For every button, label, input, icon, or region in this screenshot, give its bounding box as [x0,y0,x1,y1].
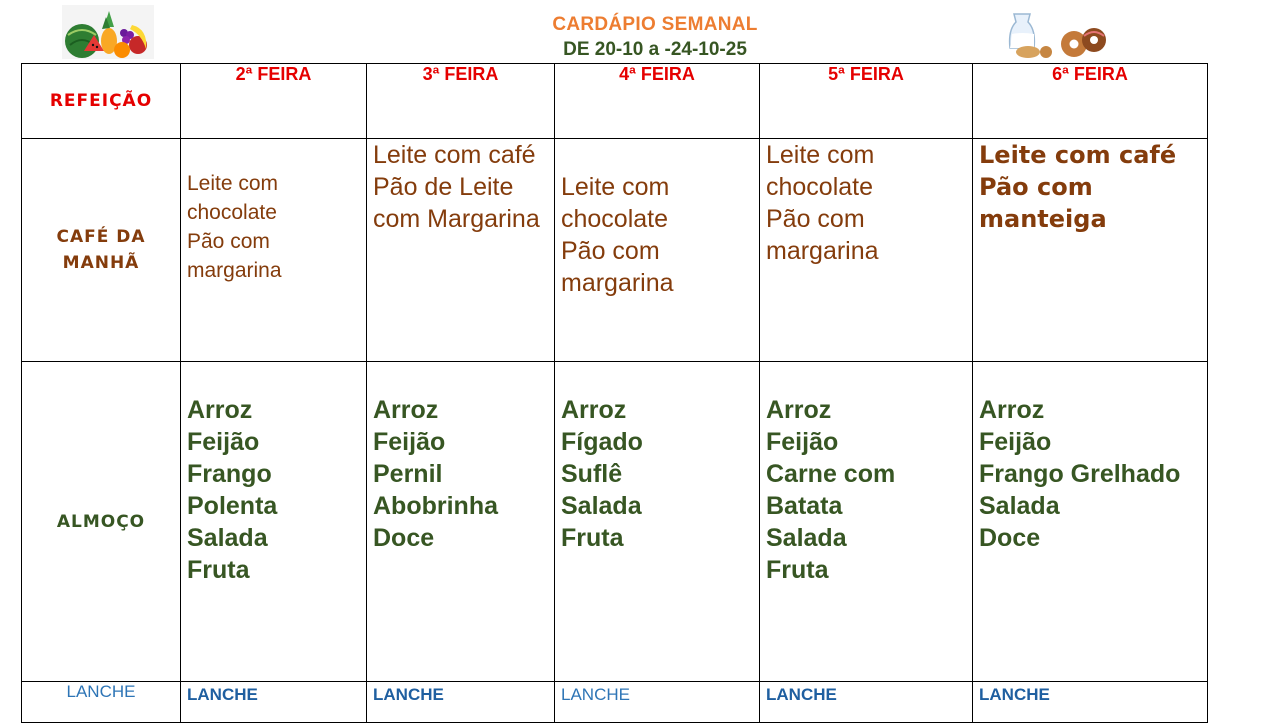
breakfast-cell-day-4 [555,139,760,362]
snack-text-day-2: LANCHE [187,685,258,704]
breakfast-text-day-2: Leite com chocolate Pão com margarina [187,172,282,282]
breakfast-text-day-6: Leite com café Pão com manteiga [979,141,1177,233]
breakfast-row [22,139,1208,362]
snack-cell-day-2 [181,682,367,723]
breakfast-text-day-4: Leite com chocolate Pão com margarina [561,173,674,297]
snack-text-day-4: LANCHE [561,685,630,704]
header-day-5: 5ª FEIRA [760,64,973,139]
snack-text-day-5: LANCHE [766,685,837,704]
lunch-text-day-2: Arroz Feijão Frango Polenta Salada Fruta [187,396,278,584]
snack-row [22,682,1208,723]
header-day-6: 6ª FEIRA [973,64,1208,139]
breakfast-cell-day-6 [973,139,1208,362]
page-title: CARDÁPIO SEMANAL [552,14,758,35]
snack-text-day-6: LANCHE [979,685,1050,704]
snack-cell-day-6 [973,682,1208,723]
lunch-cell-day-2 [181,362,367,682]
snack-cell-day-5 [760,682,973,723]
snack-cell-day-4 [555,682,760,723]
header-day-2: 2ª FEIRA [181,64,367,139]
lunch-text-day-4: Arroz Fígado Suflê Salada Fruta [561,396,643,552]
page-header [0,0,1280,62]
breakfast-text-day-5: Leite com chocolate Pão com margarina [766,141,879,265]
lunch-text-day-5: Arroz Feijão Carne com Batata Salada Fruta [766,396,896,584]
breakfast-icon [1000,8,1112,60]
lunch-cell-day-6 [973,362,1208,682]
snack-label: LANCHE [22,682,181,723]
header-day-3: 3ª FEIRA [367,64,555,139]
lunch-row [22,362,1208,682]
table-header-row [22,64,1208,139]
breakfast-text-day-3: Leite com café Pão de Leite com Margarina [373,141,540,233]
header-day-4: 4ª FEIRA [555,64,760,139]
breakfast-cell-day-5 [760,139,973,362]
lunch-label: ALMOÇO [22,362,181,682]
breakfast-cell-day-2 [181,139,367,362]
breakfast-cell-day-3 [367,139,555,362]
snack-cell-day-3 [367,682,555,723]
lunch-cell-day-3 [367,362,555,682]
snack-text-day-3: LANCHE [373,685,444,704]
lunch-text-day-3: Arroz Feijão Pernil Abobrinha Doce [373,396,498,552]
lunch-cell-day-5 [760,362,973,682]
lunch-text-day-6: Arroz Feijão Frango Grelhado Salada Doce [979,396,1181,552]
header-refeicao: REFEIÇÃO [22,64,181,139]
date-range: DE 20-10 a -24-10-25 [563,39,747,60]
lunch-cell-day-4 [555,362,760,682]
breakfast-label-text: CAFÉ DA MANHÃ [56,227,146,273]
breakfast-label [22,139,181,362]
menu-table [21,63,1208,723]
